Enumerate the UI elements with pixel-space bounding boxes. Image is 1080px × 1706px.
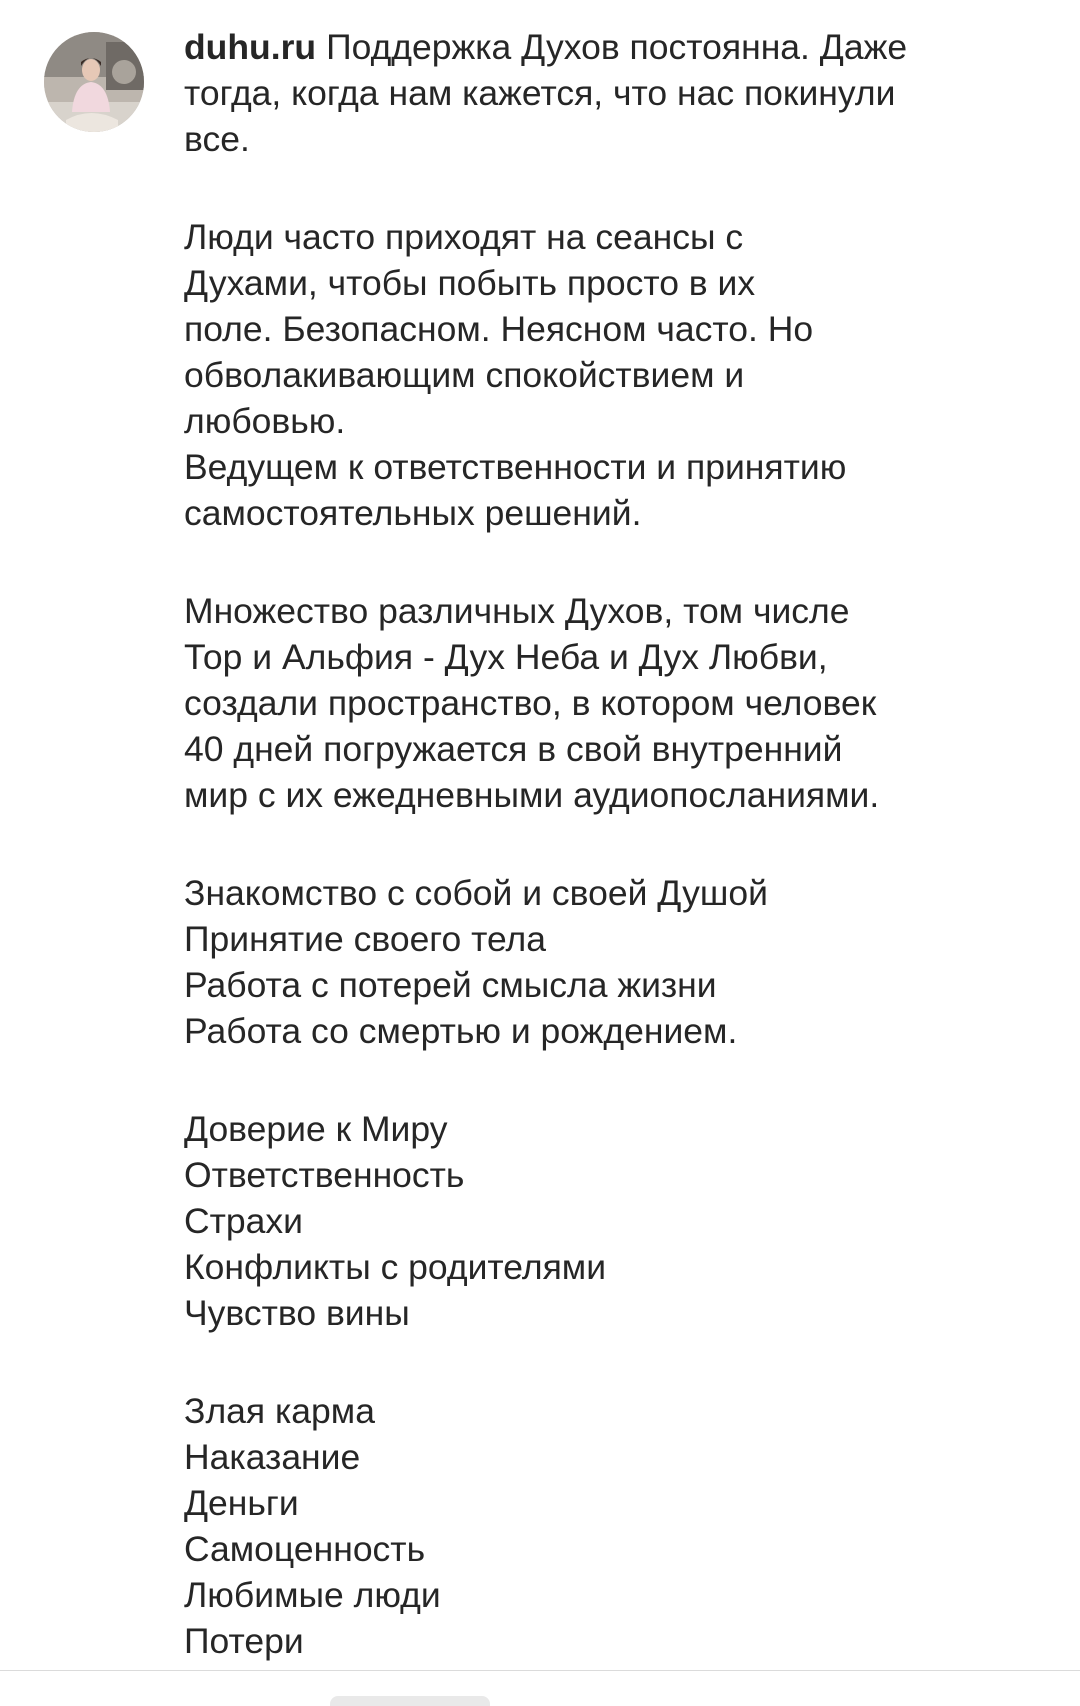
caption-line: Тор и Альфия - Дух Неба и Дух Любви, [184, 637, 828, 677]
caption-line: Множество различных Духов, том числе [184, 591, 850, 631]
caption-line: создали пространство, в котором человек [184, 683, 877, 723]
comment-preview-placeholder [330, 1690, 490, 1706]
caption-line: Работа со смертью и рождением. [184, 1011, 738, 1051]
caption-line: 40 дней погружается в свой внутренний [184, 729, 843, 769]
placeholder-bar [330, 1696, 490, 1706]
caption-line: Конфликты с родителями [184, 1247, 607, 1287]
caption-line: Ответственность [184, 1155, 465, 1195]
caption-line: Доверие к Миру [184, 1109, 448, 1149]
caption-line: Наказание [184, 1437, 361, 1477]
caption-line: тогда, когда нам кажется, что нас покинули [184, 73, 896, 113]
caption-line: Потери [184, 1621, 304, 1661]
paragraph-gap [184, 1054, 1004, 1106]
caption-line: Злая карма [184, 1391, 375, 1431]
caption-line: самостоятельных решений. [184, 493, 642, 533]
caption-line: Страхи [184, 1201, 303, 1241]
caption-line: все. [184, 119, 250, 159]
paragraph-gap [184, 1336, 1004, 1388]
caption-line: Принятие своего тела [184, 919, 546, 959]
caption-line: Чувство вины [184, 1293, 410, 1333]
caption-first-line [184, 24, 1004, 70]
username-link[interactable]: duhu.ru [184, 27, 317, 67]
divider [0, 1670, 1080, 1671]
caption-line: Самоценность [184, 1529, 426, 1569]
paragraph-gap [184, 162, 1004, 214]
profile-photo-icon [44, 32, 144, 132]
caption-line: Деньги [184, 1483, 299, 1523]
caption-line: Люди часто приходят на сеансы с [184, 217, 744, 257]
caption-line: Любимые люди [184, 1575, 441, 1615]
caption-line: мир с их ежедневными аудиопосланиями. [184, 775, 880, 815]
paragraph-gap [184, 818, 1004, 870]
caption-line: любовью. [184, 401, 346, 441]
caption-line: обволакивающим спокойствием и [184, 355, 745, 395]
caption-line: Знакомство с собой и своей Душой [184, 873, 768, 913]
caption-line: Работа с потерей смысла жизни [184, 965, 717, 1005]
caption-text: Поддержка Духов постоянна. Даже [326, 27, 908, 67]
post-caption [184, 24, 1004, 1664]
avatar[interactable] [44, 32, 144, 132]
caption-line: Ведущем к ответственности и принятию [184, 447, 847, 487]
caption-line: поле. Безопасном. Неясном часто. Но [184, 309, 814, 349]
caption-line: Духами, чтобы побыть просто в их [184, 263, 756, 303]
paragraph-gap [184, 536, 1004, 588]
